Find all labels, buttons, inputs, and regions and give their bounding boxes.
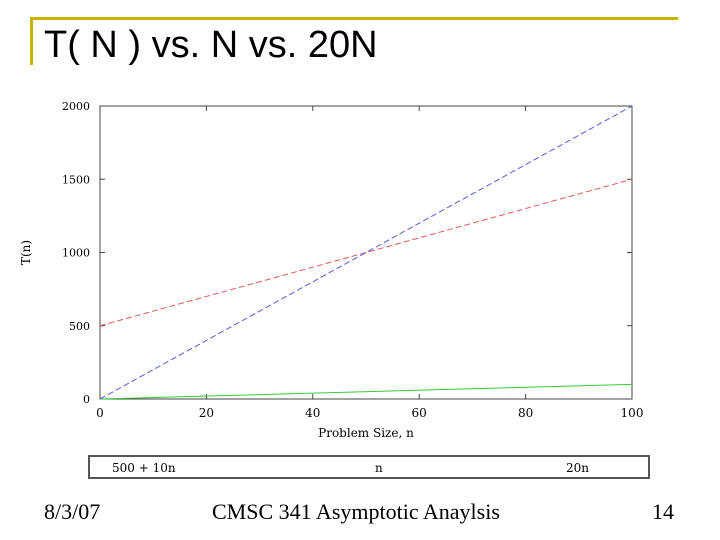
- legend-entry-series-3: 20n: [566, 461, 589, 475]
- y-axis-label: T(n): [19, 239, 33, 266]
- chart-legend: [88, 455, 650, 479]
- legend-entry-series-2: n: [375, 461, 383, 475]
- footer-date: 8/3/07: [44, 499, 101, 524]
- x-tick-label: 0: [96, 406, 104, 420]
- x-axis-label: Problem Size, n: [318, 426, 414, 440]
- y-tick-label: 1000: [62, 246, 90, 260]
- y-tick-label: 1500: [62, 173, 90, 187]
- x-tick-label: 20: [198, 406, 215, 420]
- legend-entry-series-1: 500 + 10n: [112, 461, 176, 475]
- slide-title: T( N ) vs. N vs. 20N: [44, 24, 378, 66]
- y-tick-label: 0: [83, 393, 90, 406]
- x-tick-label: 100: [620, 406, 644, 420]
- y-tick-label: 2000: [62, 100, 90, 113]
- y-tick-label: 500: [69, 319, 90, 333]
- x-tick-label: 60: [411, 406, 427, 420]
- footer-course: CMSC 341 Asymptotic Anaylsis: [212, 499, 500, 524]
- chart-series: [100, 106, 632, 399]
- series-line-2: [100, 384, 632, 399]
- x-tick-label: 80: [517, 406, 534, 420]
- series-line-1: [100, 179, 632, 326]
- x-tick-label: 40: [305, 406, 321, 420]
- footer-page-number: 14: [652, 499, 674, 524]
